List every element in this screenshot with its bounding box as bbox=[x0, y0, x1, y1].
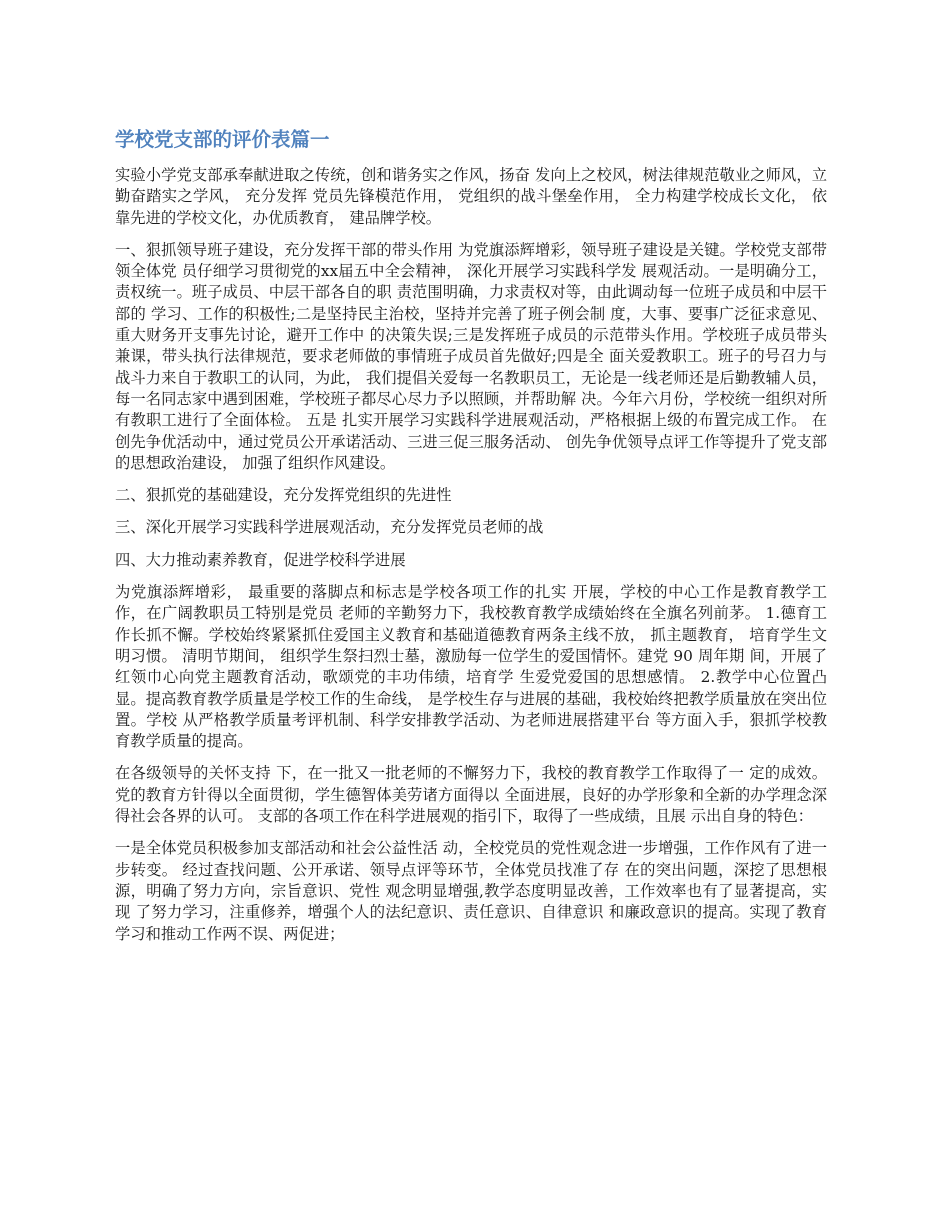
section-three-heading: 三、深化开展学习实践科学进展观活动，充分发挥党员老师的战 bbox=[115, 518, 544, 537]
achievement-paragraph: 在各级领导的关怀支持 下，在一批又一批老师的不懈努力下，我校的教育教学工作取得了一 定的成效。党的教育方针得以全面贯彻，学生德智体美劳诸方面得以 全面进展，良好的办学形象和全新的办学理念深得社会各界的认可。 支部的各项工作在科学进展观的指引下，取得了一些成绩，且展 示出自身的特色： bbox=[115, 764, 827, 826]
teaching-paragraph: 为党旗添辉增彩， 最重要的落脚点和标志是学校各项工作的扎实 开展，学校的中心工作是教育教学工作，在广阔教职员工特别是党员 老师的辛勤努力下，我校教育教学成绩始终在全旗名列前茅。 1.德育工作长抓不懈。学校始终紧紧抓住爱国主义教育和基础道德教育两条主线不放， 抓主题教育， 培育学生文明习惯。 清明节期间， 组织学生祭扫烈士墓，激励每一位学生的爱国情怀。建党 90 周年期 间，开展了红领巾心向党主题教育活动，歌颂党的丰功伟绩，培育学 生爱党爱国的思想感情。 2.教学中心位置凸显。提高教育教学质量是学校工作的生命线， 是学校生存与进展的基础，我校始终把教学质量放在突出位置。学校 从严格教学质量考评机制、科学安排教学活动、为老师进展搭建平台 等方面入手，狠抓学校教育教学质量的提高。 bbox=[115, 583, 827, 751]
document-page bbox=[115, 126, 827, 956]
section-four-heading: 四、大力推动素养教育，促进学校科学进展 bbox=[115, 550, 406, 569]
document-title: 学校党支部的评价表篇一 bbox=[115, 128, 330, 151]
section-one-paragraph: 一、狠抓领导班子建设，充分发挥干部的带头作用 为党旗添辉增彩，领导班子建设是关键。学校党支部带领全体党 员仔细学习贯彻党的xx届五中全会精神， 深化开展学习实践科学发 展观活动。一是明确分工，责权统一。班子成员、中层干部各自的职 责范围明确，力求责权对等，由此调动每一位班子成员和中层干部的 学习、工作的积极性;二是坚持民主治校，坚持并完善了班子例会制 度，大事、要事广泛征求意见、重大财务开支事先讨论，避开工作中 的决策失误;三是发挥班子成员的示范带头作用。学校班子成员带头兼课，带头执行法律规范，要求老师做的事情班子成员首先做好;四是全 面关爱教职工。班子的号召力与战斗力来自于教职工的认同，为此， 我们提倡关爱每一名教职员工，无论是一线老师还是后勤教辅人员， 每一名同志家中遇到困难，学校班子都尽心尽力予以照顾，并帮助解 决。今年六月份，学校统一组织对所有教职工进行了全面体检。 五是 扎实开展学习实践科学进展观活动，严格根据上级的布置完成工作。 在创先争优活动中，通过党员公开承诺活动、三进三促三服务活动、 创先争优领导点评工作等提升了党支部的思想政治建设， 加强了组织作风建设。 bbox=[115, 240, 827, 472]
section-two-heading: 二、狠抓党的基础建设，充分发挥党组织的先进性 bbox=[115, 486, 452, 505]
intro-paragraph: 实验小学党支部承奉献进取之传统，创和谐务实之作风，扬奋 发向上之校风，树法律规范敬业之师风，立勤奋踏实之学风， 充分发挥 党员先锋模范作用， 党组织的战斗堡垒作用， 全力构建学校成长文化， 依靠先进的学校文化，办优质教育， 建品牌学校。 bbox=[115, 166, 827, 227]
feature-one-paragraph: 一是全体党员积极参加支部活动和社会公益性活 动，全校党员的党性观念进一步增强，工作作风有了进一步转变。 经过查找问题、公开承诺、领导点评等环节，全体党员找准了存 在的突出问题，深挖了思想根源，明确了努力方向，宗旨意识、党性 观念明显增强,教学态度明显改善，工作效率也有了显著提高，实现 了努力学习，注重修养，增强个人的法纪意识、责任意识、自律意识 和廉政意识的提高。实现了教育学习和推动工作两不误、两促进； bbox=[115, 839, 827, 943]
